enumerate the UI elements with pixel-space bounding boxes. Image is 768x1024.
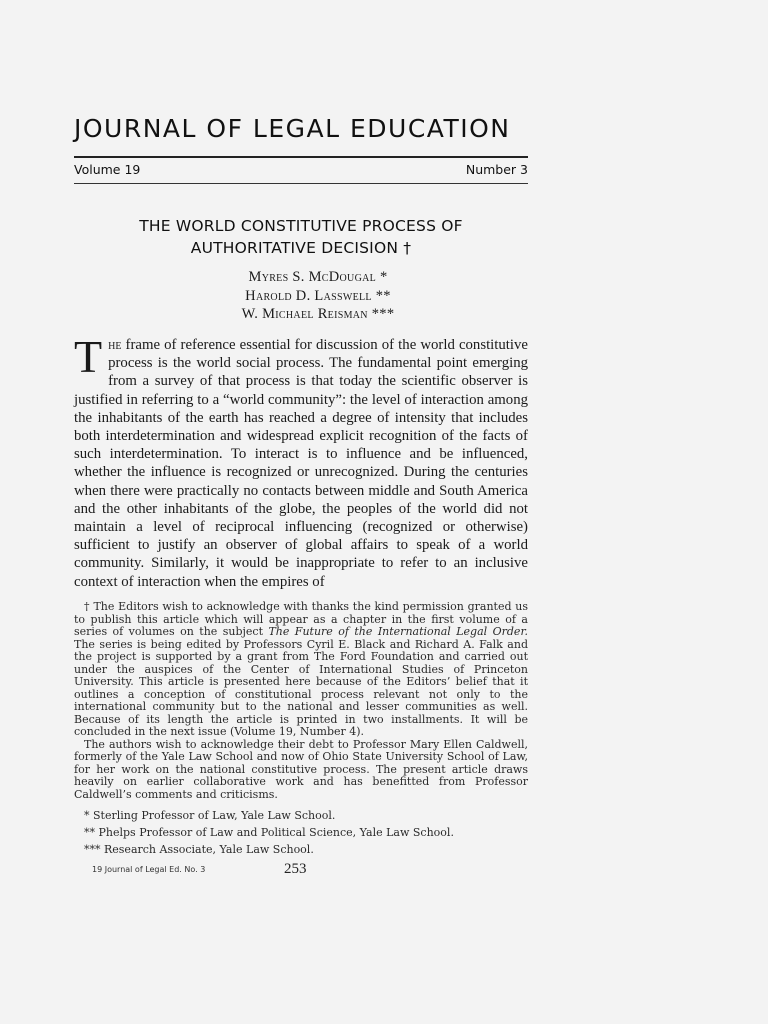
article-title-line-2: AUTHORITATIVE DECISION †	[190, 239, 412, 257]
series-title: The Future of the International Legal Order.	[268, 625, 528, 638]
footnote-star-3: *** Research Associate, Yale Law School.	[84, 843, 314, 856]
author-mcdougal: Myres S. McDougal *	[248, 269, 388, 285]
footnote-star-2: ** Phelps Professor of Law and Political Science, Yale Law School.	[84, 826, 454, 839]
footnote-acknowledgment: The authors wish to acknowledge their debt to Professor Mary Ellen Caldwell, formerly of the Yale Law School and now of Ohio State University School of Law, for her work on the national constitutive process. The present article draws heavily on earlier collaborative work and has benefitted from Professor Caldwell’s comments and criticisms.	[74, 737, 528, 801]
author-lasswell: Harold D. Lasswell **	[245, 287, 391, 304]
article-body	[74, 331, 528, 591]
footnote-dagger	[74, 601, 528, 739]
journal-title: JOURNAL OF LEGAL EDUCATION	[74, 114, 511, 143]
lead-words: he	[108, 337, 122, 353]
footnote-dagger-text-cont: The series is being edited by Professors Cyril E. Black and Richard A. Falk and the project is supported by a grant from The Ford Foundation and carried out under the auspices of the Center of International Studies of Princeton University. This article is presented here because of the Editors’ belief that it outlines a conception of constitutional process relevant not only to the international community but to the national and lesser communities as well. Because of its length the article is printed in two installments. It will be concluded in the next issue (Volume 19, Number 4).	[74, 637, 528, 738]
footnote-star-1: * Sterling Professor of Law, Yale Law School.	[84, 809, 336, 822]
issue-number-label: Number 3	[465, 162, 528, 177]
volume-label: Volume 19	[74, 162, 141, 177]
footnotes	[74, 601, 528, 858]
author-list	[74, 268, 528, 324]
article-title-line-1: THE WORLD CONSTITUTIVE PROCESS OF	[139, 217, 463, 235]
article-title	[74, 215, 528, 259]
header-rule-bottom	[74, 183, 528, 184]
footnote-dagger-text: † The Editors wish to acknowledge with thanks the kind permission granted us to publish this article which will appear as a chapter in the first volume of a series of volumes on the subject	[74, 600, 528, 638]
page-number: 253	[284, 861, 307, 877]
body-paragraph: frame of reference essential for discussion of the world constitutive process is the world social process. The fundamental point emerging from a survey of that process is that today the scientific observer is justified in referring to a “world community”: the level of interaction among the inhabitants of the earth has reached a degree of intensity that includes both interdetermination and widespread explicit recognition of the facts of such interdetermination. To interact is to influence and be influenced, whether the influence is recognized or unrecognized. During the centuries when there were practically no contacts between middle and South America and the other inhabitants of the globe, the peoples of the world did not maintain a level of reciprocal influencing (recognized or otherwise) sufficient to justify an observer of global affairs to speak of a world community. Similarly, it would be inappropriate to refer to an inclusive context of interaction when the empires of	[74, 337, 528, 590]
header-rule-top	[74, 156, 528, 158]
journal-citation: 19 Journal of Legal Ed. No. 3	[92, 865, 206, 874]
author-reisman: W. Michael Reisman ***	[241, 306, 395, 322]
drop-cap: T	[74, 331, 103, 382]
